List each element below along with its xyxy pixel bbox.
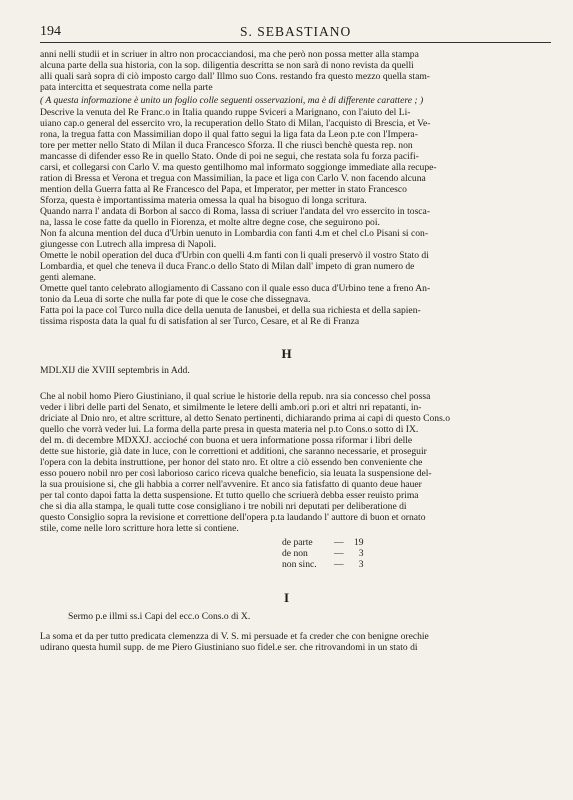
vote-tally-row xyxy=(282,549,364,560)
tally-dash: — xyxy=(334,548,344,559)
text-line: uiano cap.o general del essercito vro, la recuperation dello Stato di Milan, l'acquisto di Brescia, et Ve- xyxy=(40,118,431,129)
text-line: la sua prouisione si, che gli habbia a correr nell'avvenire. Et anco sia fatisfatto di quanto deue hauer xyxy=(40,479,422,490)
text-line: anni nelli studii et in scriuer in altro non procacciandosi, ma che però non possa metter alla stampa xyxy=(40,49,419,60)
text-line: tonio da Leua di sorte che nulla far pote di que le cose che dissegnava. xyxy=(40,294,311,305)
text-line: Omette quel tanto celebrato allogiamento di Cassano con il quale esso duca d'Urbino tene a freno An- xyxy=(40,283,431,294)
address-line: Sermo p.e illmi ss.i Capi del ecc.o Cons.o di X. xyxy=(68,611,251,622)
text-line: rona, la tregua fatta con Massimilian dopo il qual fatto segui la liga fata da Leon p.te con l'Impera- xyxy=(40,129,418,140)
date-line: MDLXIJ die XVIII septembris in Add. xyxy=(40,365,190,376)
text-line: carsi, et collegarsi con Carlo V. ma questo gentilhomo mal informato soggionge immediate alla recupe- xyxy=(40,162,437,173)
page-header xyxy=(40,24,551,40)
text-line: esso pouero nobil nro per così laborioso carico riceva qualche beneficio, sia leuata la suspensione del- xyxy=(40,468,432,479)
text-line: l'opera con la debita instruttione, per honor del stato nro. Et oltre a ciò essendo ben conveniente che xyxy=(40,457,423,468)
tally-value: 3 xyxy=(358,548,364,559)
text-line: stile, come nelle loro scritture hora lette si contiene. xyxy=(40,523,239,534)
page-number: 194 xyxy=(40,24,61,39)
vote-tally-row xyxy=(282,560,364,571)
text-line: Omette le nobil operation del duca d'Urbin con quelli 4.m fanti con li quali preservò il vostro Stato di xyxy=(40,250,429,261)
tally-label: de non xyxy=(282,548,308,559)
text-line: mention della Guerra fatta al Re Francesco del Papa, et Imperator, per metter in stato Francesco xyxy=(40,184,407,195)
tally-dash: — xyxy=(334,559,344,570)
vote-tally-row xyxy=(282,538,364,549)
tally-label: de parte xyxy=(282,537,313,548)
text-line: veder i libri delle parti del Senato, et similmente le letere delli amb.ori p.ori et altri nri repatanti, in- xyxy=(40,402,422,413)
text-line: na, lassa le cose fatte da quello in Fiorenza, et molte altre degne cose, che seguirono poi. xyxy=(40,217,380,228)
text-line: Lombardia, et quel che teneva il duca Franc.o dello Stato di Milan dall' impeto di gran numero de xyxy=(40,261,415,272)
section-heading-i: I xyxy=(283,590,290,605)
text-line: La soma et da per tutto predicata clemenzza di V. S. mi persuade et fa creder che con benigne orechie xyxy=(40,631,429,642)
text-line: per tal conto dapoi fatta la detta suspensione. Et tutto quello che scriuerà debba esser reuisto prima xyxy=(40,490,419,501)
text-line: dette sue historie, già date in luce, con le correttioni et additioni, che saranno necessarie, et proseguir xyxy=(40,446,427,457)
text-line: Fatta poi la pace col Turco nulla dice della uenuta de Ianusbei, et della sua richiesta et della sapien- xyxy=(40,305,421,316)
italic-note: ( A questa informazione è unito un foglio colle seguenti osservazioni, ma è di differente carattere ; ) xyxy=(40,95,424,106)
tally-value: 3 xyxy=(358,559,364,570)
text-line: mancasse di difender esso Re in quello Stato. Onde di poi ne segui, che restata sola fu forza pacifi- xyxy=(40,151,419,162)
header-rule xyxy=(40,42,551,43)
tally-value: 19 xyxy=(354,537,364,548)
text-line: ration di Bressa et Verona et tregua con Massimilian, la pace et liga con Carlo V. non facendo alcuna xyxy=(40,173,426,184)
text-line: tore per metter nello Stato di Milan il duca Francesco Sforza. Il che riuscì benchè questa rep. non xyxy=(40,140,413,151)
tally-dash: — xyxy=(334,537,344,548)
text-line: Che al nobil homo Piero Giustiniano, il qual scriue le historie della repub. nra sia concesso chel possa xyxy=(40,391,431,402)
text-line: genti alemane. xyxy=(40,272,96,283)
text-line: alcuna parte della sua historia, con la sop. diligentia descritta se non sarà di nono revista da quelli xyxy=(40,60,414,71)
text-line: tissima risposta data la qual fu di satisfation al ser Turco, Cesare, et al Re di Franza xyxy=(40,316,360,327)
section-heading-h: H xyxy=(281,346,292,361)
text-line: Sforza, questa è importantissima materia omessa la qual ha bisoguo di longa scritura. xyxy=(40,195,367,206)
text-line: pata intercitta et sequestrata come nella parte xyxy=(40,82,213,93)
text-line: udirano questa humil supp. de me Piero Giustiniano suo fidel.e ser. che ritrovandomi in un stato di xyxy=(40,642,418,653)
running-title: S. SEBASTIANO xyxy=(240,24,352,39)
text-line: del m. di decembre MDXXJ. accioché con buona et uera informatione possa riformar i libri delle xyxy=(40,435,413,446)
text-line: driciate al Dnio nro, et altre scritture, al detto Senato pertinenti, dichiarando prima ai capi di questo Cons.o xyxy=(40,413,451,424)
text-line: Non fa alcuna mention del duca d'Urbin uenuto in Lombardia con fanti 4.m et chel cl.o Pisani si con- xyxy=(40,228,429,239)
text-line: quello che vorrà veder lui. La forma della parte presa in questa materia nel p.to Cons.o sotto di IX. xyxy=(40,424,419,435)
text-line: che si dia alla stampa, le quali tutte cose consigliano i tre nobili nri deputati per deliberatione di xyxy=(40,501,407,512)
text-line: alli quali sarà sopra di ciò imposto cargo dall' Illmo suo Cons. restando fra questo mezzo quella stam- xyxy=(40,71,431,82)
text-line: Quando narra l' andata di Borbon al sacco di Roma, lassa di scriuer l'andata del vro essercito in tosca- xyxy=(40,206,431,217)
text-line: Descrive la venuta del Re Franc.o in Italia quando ruppe Sviceri a Marignano, con l'aiuto del Li- xyxy=(40,107,411,118)
tally-label: non sinc. xyxy=(282,559,317,570)
text-line: giungesse con Lutrech alla impresa di Napoli. xyxy=(40,239,217,250)
text-line: questo Consiglio sopra la revisione et correttione dell'opera p.ta laudando l' auttore di buon et ornato xyxy=(40,512,426,523)
